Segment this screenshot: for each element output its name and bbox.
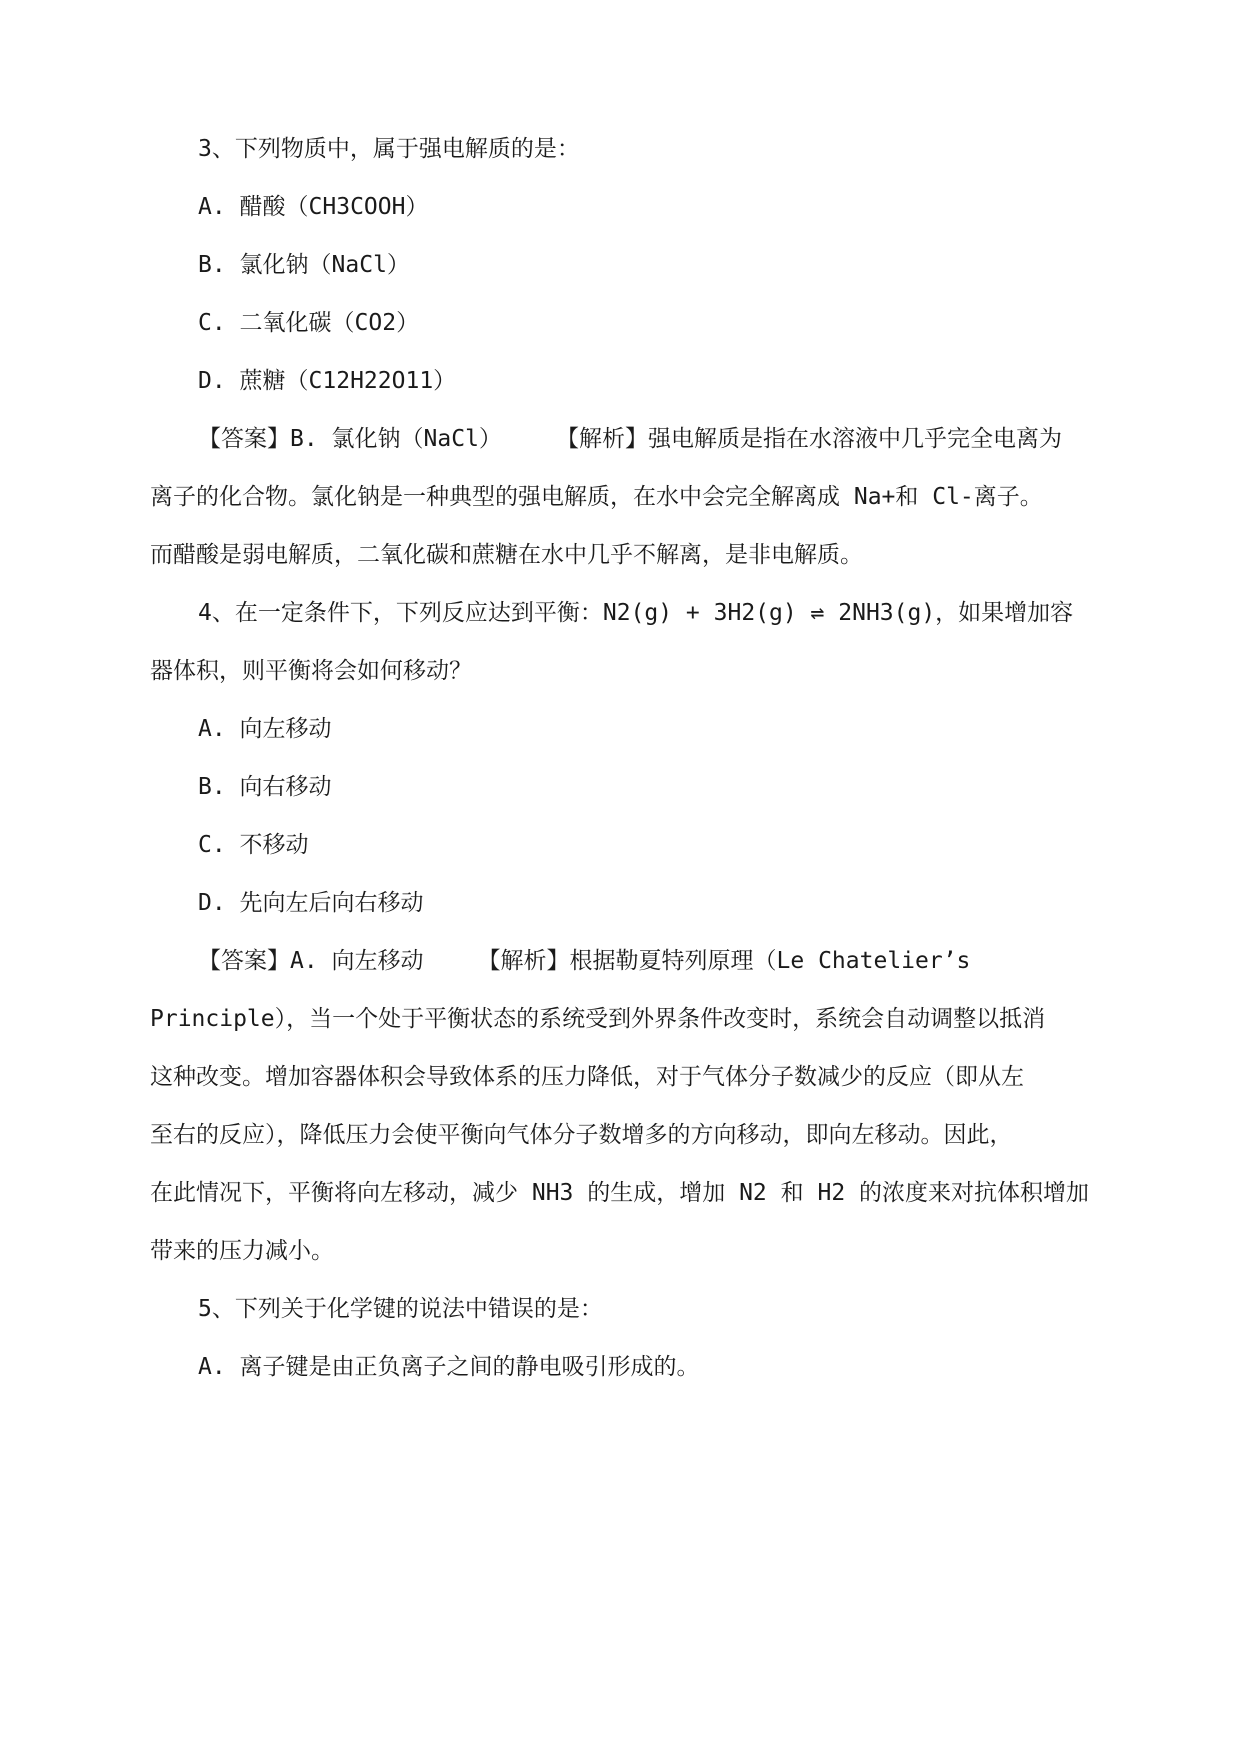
question-3-analysis-line-3: 而醋酸是弱电解质，二氧化碳和蔗糖在水中几乎不解离，是非电解质。 (150, 542, 863, 568)
question-4-stem-line-1: 4、在一定条件下，下列反应达到平衡：N2(g) + 3H2(g) ⇌ 2NH3(g)，如果增加容 (198, 600, 1074, 626)
question-4-option-d: D. 先向左后向右移动 (198, 890, 424, 916)
question-4-analysis-line-2: Principle），当一个处于平衡状态的系统受到外界条件改变时，系统会自动调整以抵消 (150, 1006, 1046, 1032)
question-4-option-a: A. 向左移动 (198, 716, 332, 742)
question-3-option-a: A. 醋酸（CH3COOH） (198, 194, 429, 220)
question-4-analysis-line-6: 带来的压力减小。 (150, 1238, 334, 1264)
question-4-analysis-line-5: 在此情况下，平衡将向左移动，减少 NH3 的生成，增加 N2 和 H2 的浓度来对抗体积增加 (150, 1180, 1090, 1206)
question-3-stem: 3、下列物质中，属于强电解质的是： (198, 136, 580, 162)
question-3-option-c: C. 二氧化碳（CO2） (198, 310, 420, 336)
question-5-option-a: A. 离子键是由正负离子之间的静电吸引形成的。 (198, 1354, 700, 1380)
question-4-option-b: B. 向右移动 (198, 774, 332, 800)
question-4-analysis-line-4: 至右的反应），降低压力会使平衡向气体分子数增多的方向移动，即向左移动。因此， (150, 1122, 1013, 1148)
question-3-analysis-line-2: 离子的化合物。氯化钠是一种典型的强电解质，在水中会完全解离成 Na+和 Cl-离子。 (150, 484, 1043, 510)
question-4-option-c: C. 不移动 (198, 832, 309, 858)
question-4-answer-line (198, 946, 1138, 976)
question-4-answer: 【答案】A. 向左移动 (198, 948, 424, 974)
question-3-answer-line (198, 424, 1138, 454)
question-3-option-d: D. 蔗糖（C12H22O11） (198, 368, 457, 394)
question-5-stem: 5、下列关于化学键的说法中错误的是： (198, 1296, 603, 1322)
question-3-answer: 【答案】B. 氯化钠（NaCl） (198, 426, 502, 452)
question-4-stem-line-2: 器体积，则平衡将会如何移动？ (150, 658, 472, 684)
question-4-analysis-line-3: 这种改变。增加容器体积会导致体系的压力降低，对于气体分子数减少的反应（即从左 (150, 1064, 1024, 1090)
question-3-option-b: B. 氯化钠（NaCl） (198, 252, 410, 278)
question-3-analysis-line-1: 【解析】强电解质是指在水溶液中几乎完全电离为 (555, 426, 1062, 452)
question-4-analysis-line-1: 【解析】根据勒夏特列原理（Le Chatelier’s (477, 948, 971, 974)
